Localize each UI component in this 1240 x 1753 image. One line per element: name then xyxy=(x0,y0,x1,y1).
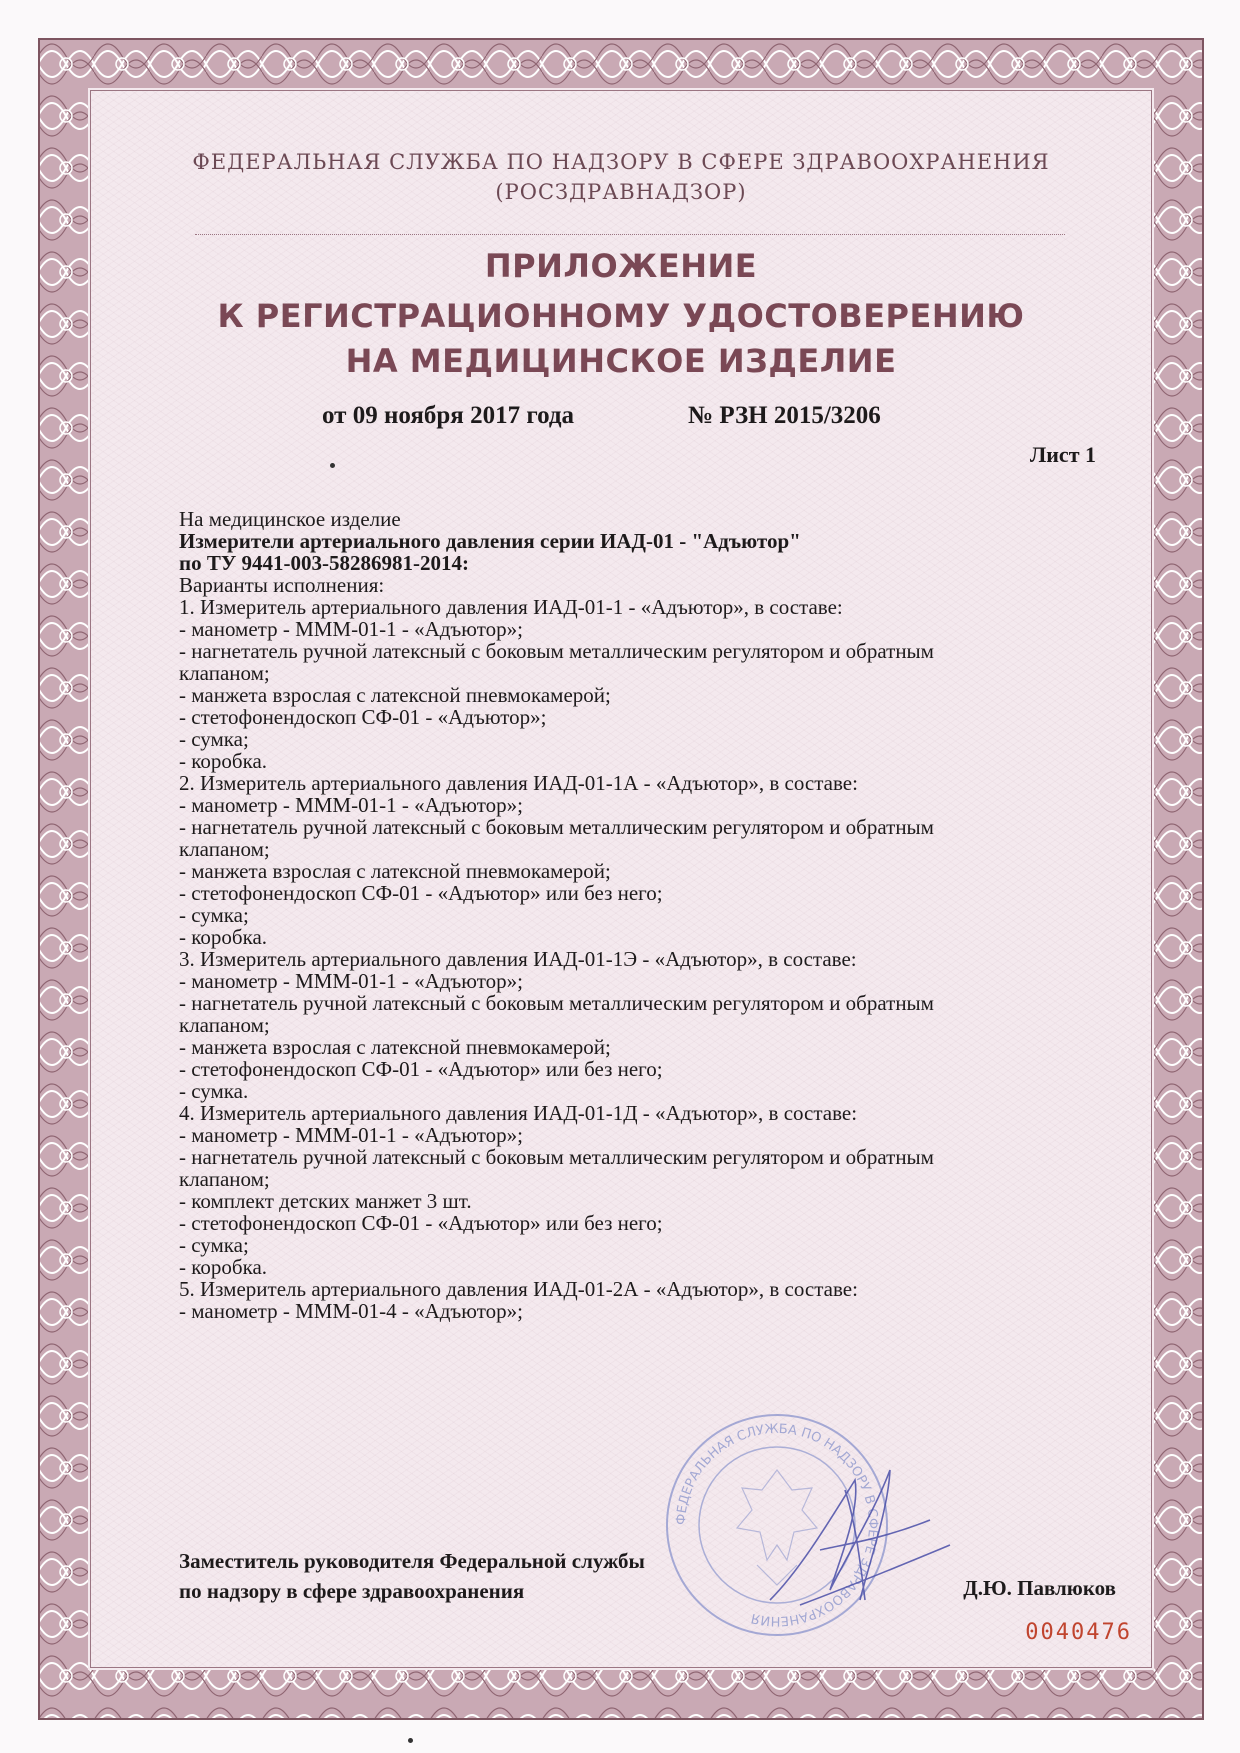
serial-number: 0040476 xyxy=(1025,1620,1132,1645)
document-title-line2: К РЕГИСТРАЦИОННОМУ УДОСТОВЕРЕНИЮ xyxy=(217,297,1025,335)
description-line: Варианты исполнения: xyxy=(179,573,385,597)
description-line: 2. Измеритель артериального давления ИАД-01-1А - «Адъютор», в составе: xyxy=(179,771,858,795)
description-line: по ТУ 9441-003-58286981-2014: xyxy=(179,551,469,575)
description-line: На медицинское изделие xyxy=(179,507,401,531)
description-line: - манжета взрослая с латексной пневмокамерой; xyxy=(179,1035,611,1059)
description-line: - коробка. xyxy=(179,925,268,949)
description-line: клапаном; xyxy=(179,661,270,685)
document-title-line3: НА МЕДИЦИНСКОЕ ИЗДЕЛИЕ xyxy=(345,342,897,380)
description-line: 3. Измеритель артериального давления ИАД-01-1Э - «Адъютор», в составе: xyxy=(179,947,857,971)
description-line: - манометр - МММ-01-1 - «Адъютор»; xyxy=(179,1123,523,1147)
description-line: - сумка; xyxy=(179,1233,249,1257)
handwritten-signature xyxy=(760,1450,960,1620)
description-line: - коробка. xyxy=(179,749,268,773)
description-line: - стетофонендоскоп СФ-01 - «Адъютор» или без него; xyxy=(179,1057,663,1081)
description-line: - стетофонендоскоп СФ-01 - «Адъютор» или без него; xyxy=(179,1211,663,1235)
description-line: клапаном; xyxy=(179,1167,270,1191)
description-line: - нагнетатель ручной латексный с боковым металлическим регулятором и обратным xyxy=(179,991,934,1015)
sheet-number: Лист 1 xyxy=(1029,442,1096,467)
description-line: - коробка. xyxy=(179,1255,268,1279)
description-line: - манометр - ММM-01-4 - «Адъютор»; xyxy=(179,1299,523,1323)
description-line: - манжета взрослая с латексной пневмокамерой; xyxy=(179,683,611,707)
signer-name: Д.Ю. Павлюков xyxy=(963,1576,1116,1600)
agency-name: ФЕДЕРАЛЬНАЯ СЛУЖБА ПО НАДЗОРУ В СФЕРЕ ЗДРАВООХРАНЕНИЯ xyxy=(192,150,1050,174)
header-divider xyxy=(195,234,1065,235)
description-line: 4. Измеритель артериального давления ИАД-01-1Д - «Адъютор», в составе: xyxy=(179,1101,858,1125)
description-line: - нагнетатель ручной латексный с боковым металлическим регулятором и обратным xyxy=(179,1145,934,1169)
document-title-line1: ПРИЛОЖЕНИЕ xyxy=(484,247,758,285)
description-line: - сумка; xyxy=(179,903,249,927)
agency-abbreviation: (РОСЗДРАВНАДЗОР) xyxy=(495,180,747,204)
description-line: - манометр - МММ-01-1 - «Адъютор»; xyxy=(179,969,523,993)
device-description xyxy=(179,508,1099,1322)
signer-title xyxy=(179,1546,645,1606)
description-line: Измерители артериального давления серии ИАД-01 - "Адъютор" xyxy=(179,529,801,553)
registration-number: № РЗН 2015/3206 xyxy=(688,402,881,429)
description-line: клапаном; xyxy=(179,837,270,861)
description-line: - стетофонендоскоп СФ-01 - «Адъютор» или без него; xyxy=(179,881,663,905)
seal-ring-text: ФЕДЕРАЛЬНАЯ СЛУЖБА ПО НАДЗОРУ В СФЕРЕ ЗДРАВООХРАНЕНИЯ xyxy=(673,1421,881,1629)
description-line: - манжета взрослая с латексной пневмокамерой; xyxy=(179,859,611,883)
description-line: 1. Измеритель артериального давления ИАД-01-1 - «Адъютор», в составе: xyxy=(179,595,843,619)
scan-speck xyxy=(408,1738,413,1743)
description-line: - сумка; xyxy=(179,727,249,751)
signer-title-line2: по надзору в сфере здравоохранения xyxy=(179,1579,525,1603)
description-line: - стетофонендоскоп СФ-01 - «Адъютор»; xyxy=(179,705,547,729)
description-line: - сумка. xyxy=(179,1079,249,1103)
description-line: 5. Измеритель артериального давления ИАД-01-2А - «Адъютор», в составе: xyxy=(179,1277,858,1301)
description-line: - нагнетатель ручной латексный с боковым металлическим регулятором и обратным xyxy=(179,815,934,839)
description-line: - манометр - МММ-01-1 - «Адъютор»; xyxy=(179,617,523,641)
issue-date: от 09 ноября 2017 года xyxy=(322,402,574,429)
description-line: клапаном; xyxy=(179,1013,270,1037)
description-line: - нагнетатель ручной латексный с боковым металлическим регулятором и обратным xyxy=(179,639,934,663)
scan-speck xyxy=(330,463,335,468)
signer-title-line1: Заместитель руководителя Федеральной службы xyxy=(179,1549,645,1573)
description-line: - комплект детских манжет 3 шт. xyxy=(179,1189,472,1213)
description-line: - манометр - МММ-01-1 - «Адъютор»; xyxy=(179,793,523,817)
